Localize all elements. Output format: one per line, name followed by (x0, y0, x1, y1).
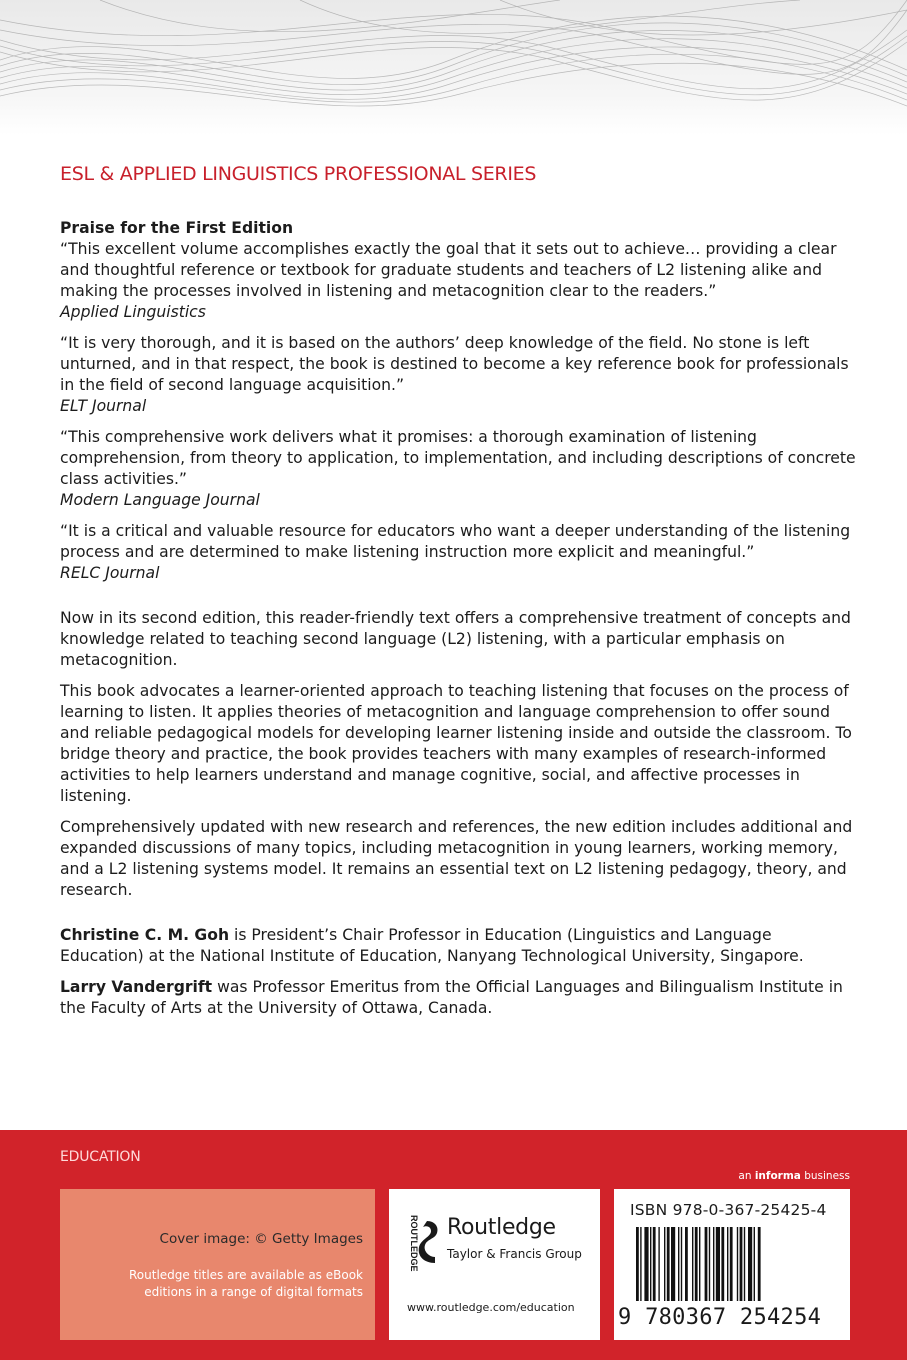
review-quote: “This excellent volume accomplishes exactly the goal that it sets out to achieve… providing a clear and thoughtful reference or textbook for graduate students and teachers of L2 listening alike and making the processes involved in listening and metacognition clear to the readers.” (60, 240, 837, 300)
cover-credit-box (60, 1189, 375, 1340)
author-bio (60, 977, 860, 1019)
book-description (60, 608, 860, 901)
review-list (60, 239, 860, 584)
informa-brand: informa (754, 1170, 801, 1182)
author-name: Larry Vandergrift (60, 978, 213, 996)
routledge-vertical-wordmark: ROUTLEDGE (409, 1215, 419, 1272)
author-description: is President’s Chair Professor in Education (Linguistics and Language Education) at the National Institute of Education, Nanyang Technological University, Singapore. (60, 926, 804, 965)
isbn-box (614, 1189, 850, 1340)
footer-band (0, 1130, 907, 1360)
cover-image-credit: Cover image: © Getty Images (159, 1231, 363, 1247)
publisher-name: Routledge (447, 1215, 556, 1240)
review-source: Modern Language Journal (60, 491, 260, 509)
wave-lines-graphic (0, 0, 907, 135)
subject-category: EDUCATION (60, 1149, 141, 1165)
author-bio (60, 925, 860, 967)
review-quote: “This comprehensive work delivers what it promises: a thorough examination of listening comprehension, from theory to application, to implementation, and including descriptions of concrete class activities.” (60, 428, 856, 488)
publisher-group: Taylor & Francis Group (447, 1247, 582, 1261)
series-title: ESL & APPLIED LINGUISTICS PROFESSIONAL SERIES (60, 163, 537, 185)
author-bios (60, 925, 860, 1019)
review-quote: “It is a critical and valuable resource for educators who want a deeper understanding of the listening process and are determined to make listening instruction more explicit and meaningful.” (60, 522, 851, 561)
praise-heading: Praise for the First Edition (60, 219, 294, 237)
description-paragraph: Comprehensively updated with new research and references, the new edition includes additional and expanded discussions of many topics, including metacognition in young learners, working memory, and a L2 listening systems model. It remains an essential text on L2 listening pedagogy, theory, and research. (60, 818, 853, 899)
publisher-box (389, 1189, 600, 1340)
ebook-availability-note: Routledge titles are available as eBook editions in a range of digital formats (129, 1268, 363, 1299)
routledge-logo-icon (403, 1213, 443, 1273)
informa-tagline (738, 1170, 850, 1182)
informa-prefix: an (738, 1170, 755, 1182)
isbn-number: ISBN 978-0-367-25425-4 (630, 1201, 827, 1219)
author-name: Christine C. M. Goh (60, 926, 230, 944)
description-paragraph: This book advocates a learner-oriented approach to teaching listening that focuses on the process of learning to listen. It applies theories of metacognition and language comprehension to offer sound and reliable pedagogical models for developing learner listening inside and outside the classroom. To bridge theory and practice, the book provides teachers with many examples of research-informed activities to help learners understand and manage cognitive, social, and affective processes in listening. (60, 682, 852, 805)
review-source: ELT Journal (60, 397, 147, 415)
review-source: RELC Journal (60, 564, 160, 582)
decorative-wave-header (0, 0, 907, 135)
back-cover-text (60, 218, 860, 1029)
informa-suffix: business (800, 1170, 850, 1182)
review-source: Applied Linguistics (60, 303, 206, 321)
description-paragraph: Now in its second edition, this reader-friendly text offers a comprehensive treatment of concepts and knowledge related to teaching second language (L2) listening, with a particular emphasis on metacognition. (60, 609, 851, 669)
author-description: was Professor Emeritus from the Official Languages and Bilingualism Institute in the Faculty of Arts at the University of Ottawa, Canada. (60, 978, 843, 1017)
barcode-icon (634, 1227, 830, 1303)
barcode-digits: 9 780367 254254 (618, 1305, 822, 1330)
publisher-url[interactable]: www.routledge.com/education (407, 1301, 575, 1314)
review-quote: “It is very thorough, and it is based on the authors’ deep knowledge of the field. No stone is left unturned, and in that respect, the book is destined to become a key reference book for professionals in the field of second language acquisition.” (60, 334, 849, 394)
